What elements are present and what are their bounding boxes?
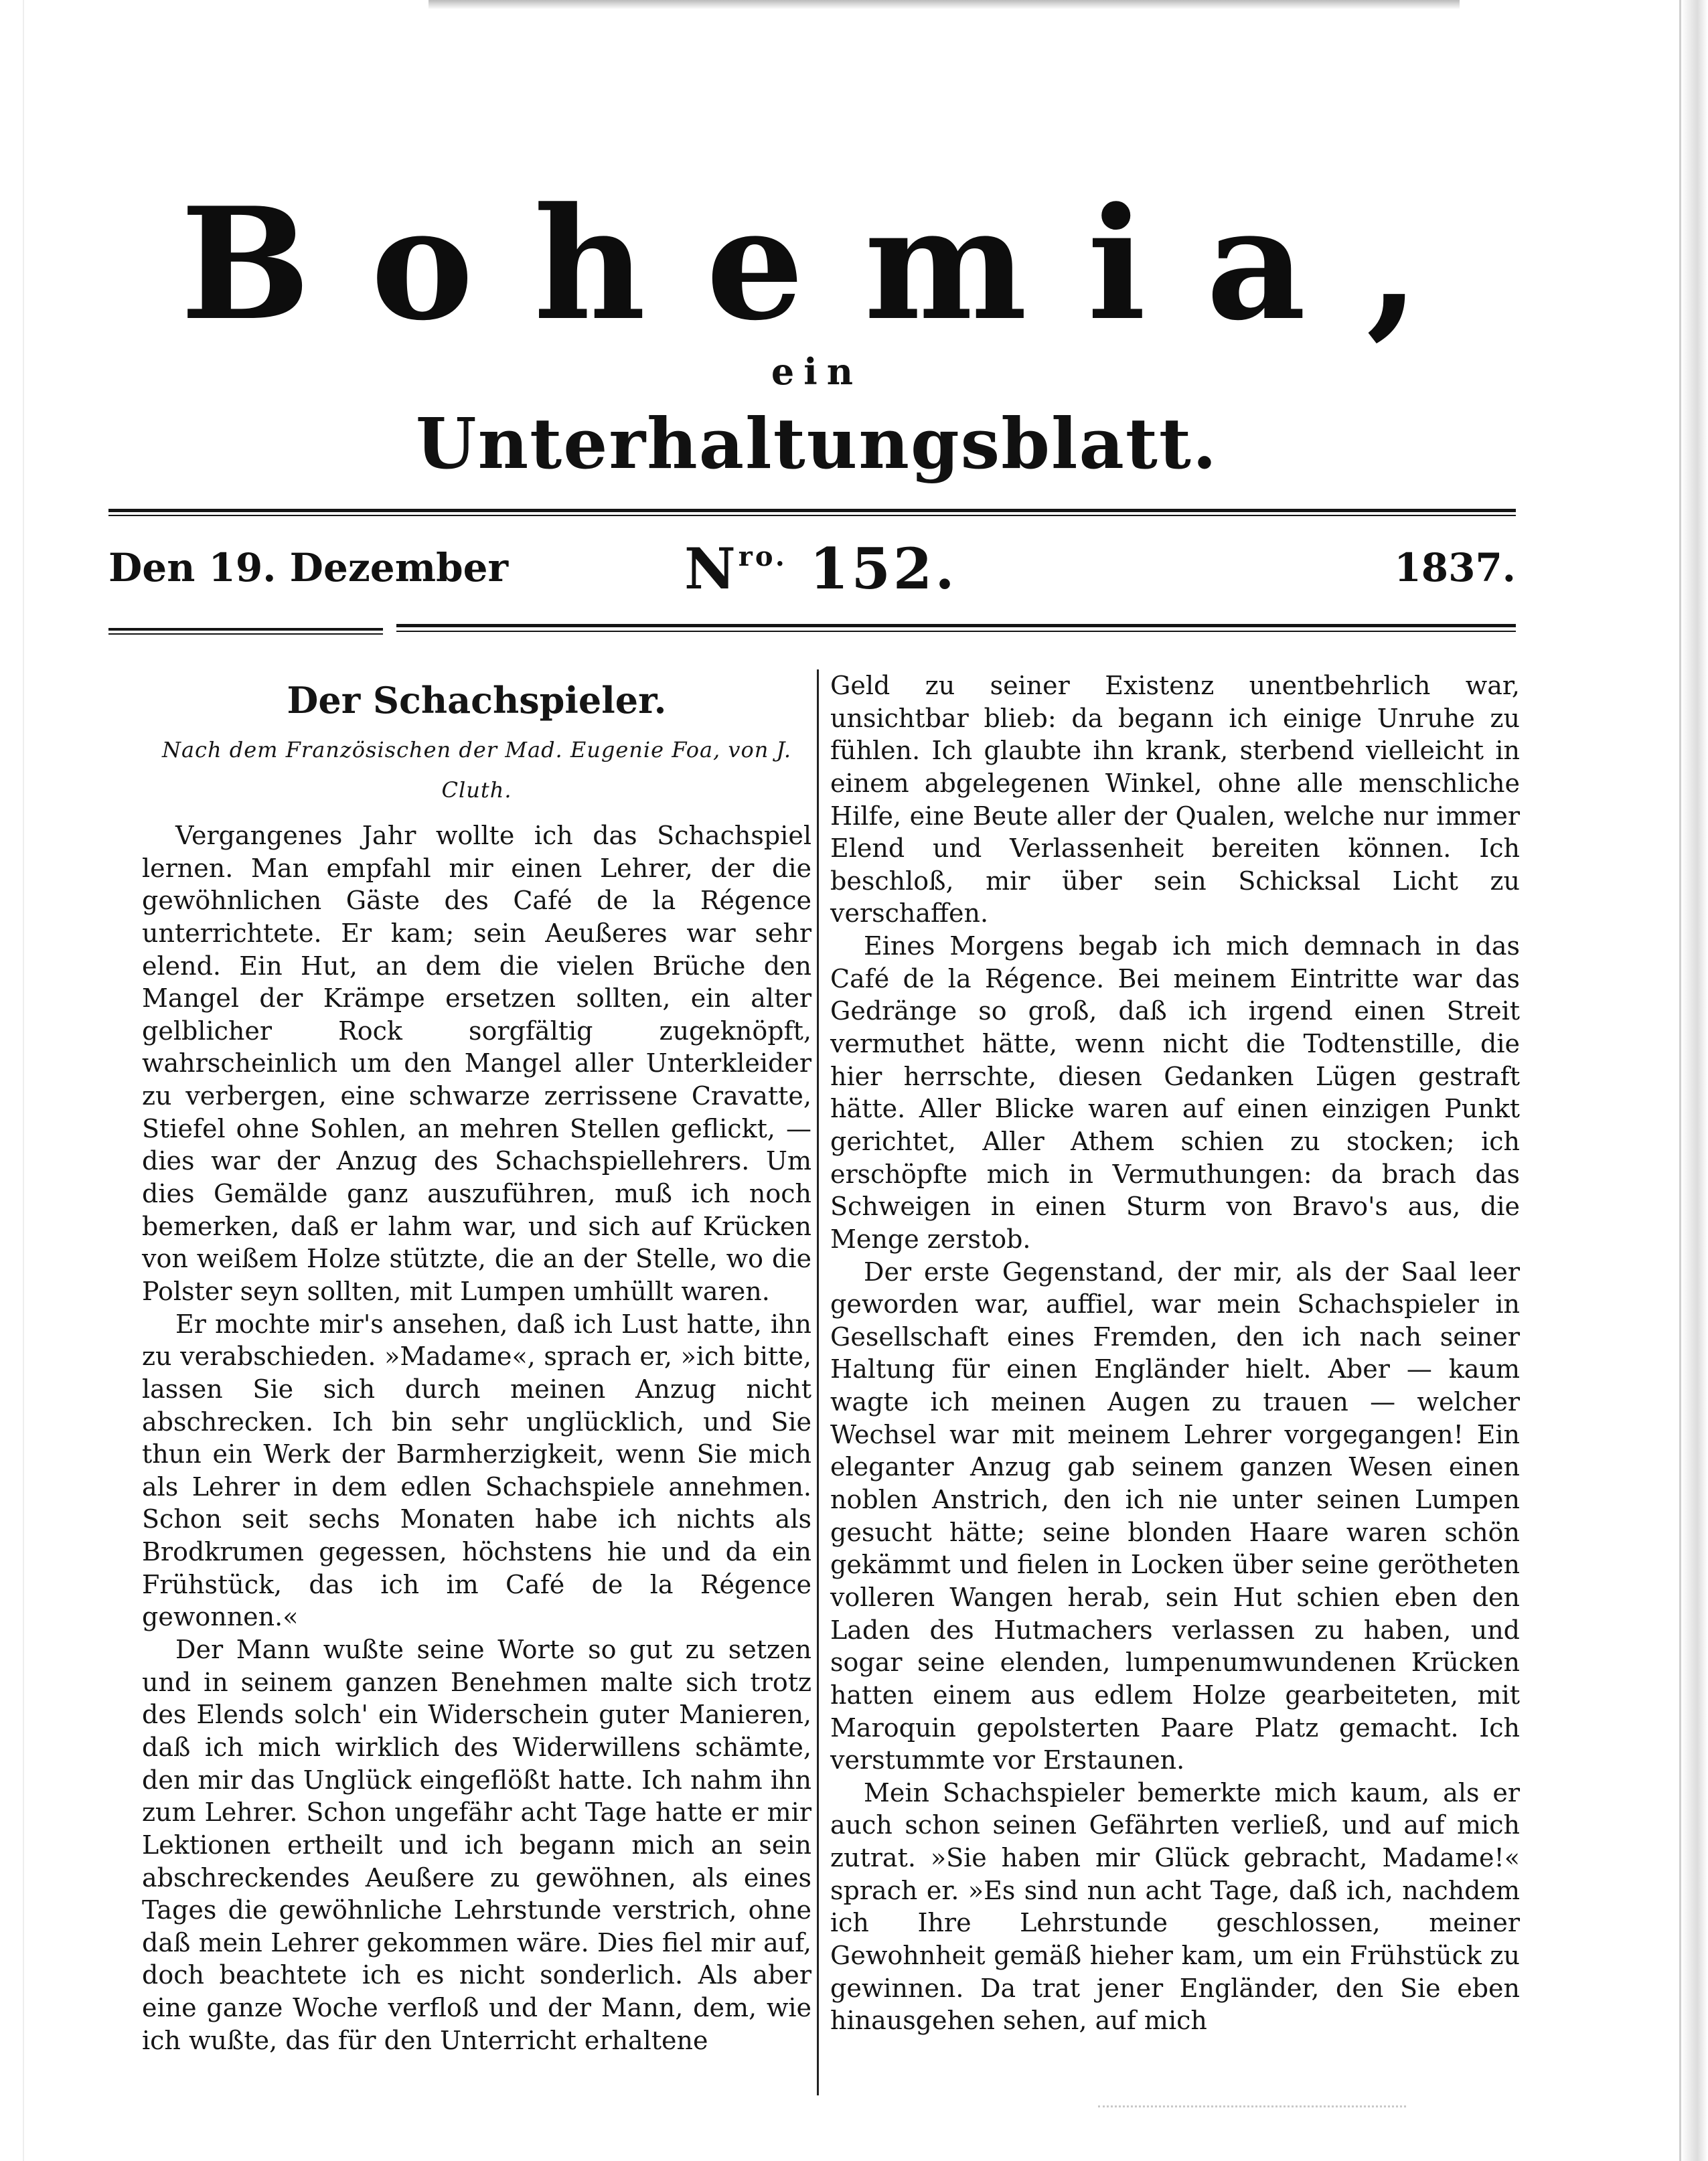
newspaper-subtitle-ein: ein — [771, 350, 863, 393]
paragraph: Geld zu seiner Existenz unentbehrlich war, unsichtbar blieb: da begann ich einige Unruhe zu fühlen. Ich glaubte ihn krank, sterbend vielleicht in einem abgelegenen Winkel, ohne alle menschliche Hilfe, eine Beute aller der Qualen, welche nur immer Elend und Verlassenheit bereiten können. Ich beschloß, mir über sein Schicksal Licht zu verschaffen. — [830, 671, 1520, 929]
scan-dots — [1098, 2105, 1406, 2114]
scan-edge-left — [23, 0, 24, 2161]
article-byline: Nach dem Französischen der Mad. Eugenie Foa, von J. Cluth. — [161, 737, 792, 803]
column-divider — [817, 669, 819, 2095]
dateline — [108, 536, 1516, 603]
scan-edge-top — [429, 0, 1460, 9]
article-column-left — [142, 669, 811, 2057]
article-column-right — [830, 669, 1520, 2037]
issue-year: 1837. — [1394, 545, 1516, 590]
issue-number — [684, 536, 957, 602]
newspaper-title: Bohemia, — [180, 174, 1480, 355]
paragraph: Vergangenes Jahr wollte ich das Schachspiel lernen. Man empfahl mir einen Lehrer, der die gewöhnlichen Gäste des Café de la Régence unterrichtete. Er kam; sein Aeußeres war sehr elend. Ein Hut, an dem die vielen Brüche den Mangel der Krämpe ersetzen sollten, ein alter gelblicher Rock sorgfältig zugeknöpft, wahrscheinlich um den Mangel aller Unterkleider zu verbergen, eine schwarze zerrissene Cravatte, Stiefel ohne Sohlen, an mehren Stellen geflickt, — dies war der Anzug des Schachspiellehrers. Um dies Gemälde ganz auszuführen, muß ich noch bemerken, daß er lahm war, und sich auf Krücken von weißem Holze stützte, die an der Stelle, wo die Polster seyn sollten, mit Lumpen umhüllt waren. — [142, 821, 811, 1306]
issue-number-value: 152. — [809, 536, 957, 602]
masthead-rule-top — [108, 509, 1516, 516]
paragraph: Der Mann wußte seine Worte so gut zu setzen und in seinem ganzen Benehmen malte sich trotz des Elends solch' ein Widerschein guter Manieren, daß ich mich wirklich des Widerwillens schämte, den mir das Unglück eingeflößt hatte. Ich nahm ihn zum Lehrer. Schon ungefähr acht Tage hatte er mir Lektionen ertheilt und ich begann mich an sein abschreckendes Aeußere zu gewöhnen, als eines Tages die gewöhnliche Lehrstunde verstrich, ohne daß mein Lehrer gekommen wäre. Dies fiel mir auf, doch beachtete ich es nicht sonderlich. Als aber eine ganze Woche verfloß und der Mann, dem, wie ich wußte, das für den Unterricht erhaltene — [142, 1635, 811, 2055]
paragraph: Der erste Gegenstand, der mir, als der Saal leer geworden war, auffiel, war mein Schachspieler in Gesellschaft eines Fremden, den ich nach seiner Haltung für einen Engländer hielt. Aber — kaum wagte ich meinen Augen zu trauen — welcher Wechsel war mit meinem Lehrer vorgegangen! Ein eleganter Anzug gab seinem ganzen Wesen einen noblen Anstrich, den ich nie unter seinen Lumpen gesucht hätte; seine blonden Haare waren schön gekämmt und fielen in Locken über seine gerötheten volleren Wangen herab, sein Hut schien eben den Laden des Hutmachers verlassen zu haben, und sogar seine elenden, lumpenumwundenen Krücken hatten einem aus edlem Holze gearbeiteten, mit Maroquin gepolsterten Paare Platz gemacht. Ich verstummte vor Erstaunen. — [830, 1257, 1520, 1775]
issue-suffix: ro. — [738, 541, 787, 572]
scan-edge-right — [1681, 0, 1708, 2161]
paragraph: Eines Morgens begab ich mich demnach in das Café de la Régence. Bei meinem Eintritte war das Gedränge so groß, daß ich irgend einen Streit vermuthet hätte, wenn nicht die Todtenstille, die hier herrschte, diesen Gedanken Lügen gestraft hätte. Aller Blicke waren auf einen einzigen Punkt gerichtet, Aller Athem schien zu stocken; ich erschöpfte mich in Vermuthungen: da brach das Schweigen in einen Sturm von Bravo's aus, die Menge zerstob. — [830, 931, 1520, 1254]
paragraph: Er mochte mir's ansehen, daß ich Lust hatte, ihn zu verabschieden. »Madame«, sprach er, »ich bitte, lassen Sie sich durch meinen Anzug nicht abschrecken. Ich bin sehr unglücklich, und Sie thun ein Werk der Barmherzigkeit, wenn Sie mich als Lehrer in dem edlen Schachspiele annehmen. Schon seit sechs Monaten habe ich nichts als Brodkrumen gegessen, höchstens hie und da ein Frühstück, das ich im Café de la Régence gewonnen.« — [142, 1309, 811, 1632]
masthead — [107, 174, 1527, 487]
dateline-rule-right — [396, 624, 1516, 632]
dateline-rule-left — [108, 628, 383, 635]
issue-date: Den 19. Dezember — [108, 545, 509, 590]
issue-prefix: N — [684, 536, 739, 602]
article-title: Der Schachspieler. — [287, 679, 667, 722]
newspaper-subtitle: Unterhaltungsblatt. — [415, 402, 1219, 485]
paragraph: Mein Schachspieler bemerkte mich kaum, als er auch schon seinen Gefährten verließ, und auf mich zutrat. »Sie haben mir Glück gebracht, Madame!« sprach er. »Es sind nun acht Tage, daß ich, nachdem ich Ihre Lehrstunde geschlossen, meiner Gewohnheit gemäß hieher kam, um ein Frühstück zu gewinnen. Da trat jener Engländer, den Sie eben hinausgehen sehen, auf mich — [830, 1777, 1520, 2036]
